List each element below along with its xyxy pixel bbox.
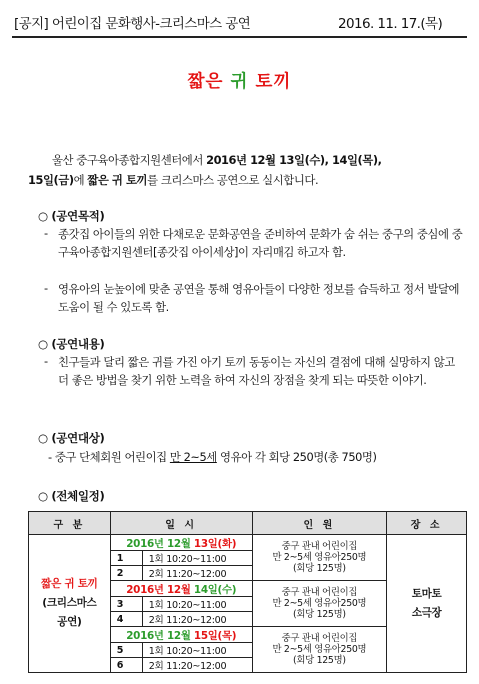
date-day: 14일(수): [193, 584, 237, 596]
title-word-2: 귀: [230, 72, 249, 92]
title-word-3: 토끼: [255, 72, 292, 92]
col-header-venue: 장 소: [387, 512, 467, 535]
people-line: (회당 125명): [293, 655, 346, 666]
target-pre: 중구 단체회원 어린이집: [54, 450, 170, 464]
target-age: 만 2~5세: [169, 450, 217, 464]
program-title-text: 짧은 귀 토끼: [41, 578, 98, 590]
venue-line-1: 토마토: [411, 587, 442, 600]
people-line: 중구 관내 어린이집: [281, 633, 358, 644]
notice-header-label: [공지] 어린이집 문화행사-크리스마스 공연: [14, 16, 251, 32]
col-header-datetime: 일 시: [110, 512, 252, 535]
people-line: 만 2~5세 영유아250명: [272, 598, 367, 609]
schedule-table: [28, 511, 467, 673]
section-target-heading: [38, 430, 104, 446]
people-line: 만 2~5세 영유아250명: [272, 644, 367, 655]
people-line: 만 2~5세 영유아250명: [272, 552, 367, 563]
session-time: 1회 10:20~11:00: [142, 643, 252, 658]
session-number: 1: [110, 551, 142, 566]
session-number: 2: [110, 566, 142, 581]
intro-text-2: 에: [73, 173, 88, 187]
date-cell: [110, 581, 252, 597]
col-header-category: 구 분: [29, 512, 111, 535]
section-purpose-heading: [38, 208, 104, 224]
session-time: 2회 11:20~12:00: [142, 566, 252, 581]
bullet-circle-icon: ○: [38, 431, 48, 445]
target-line: [48, 449, 376, 465]
intro-dates: 2016년 12월 13일(수), 14일(목),: [206, 153, 382, 167]
session-time: 2회 11:20~12:00: [142, 612, 252, 627]
date-prefix: 2016년 12월: [126, 630, 194, 642]
session-number: 6: [110, 658, 142, 673]
bullet-circle-icon: ○: [38, 489, 48, 503]
section-purpose-title: (공연목적): [51, 209, 105, 223]
date-prefix: 2016년 12월: [126, 584, 194, 596]
section-schedule-title: (전체일정): [51, 489, 105, 503]
people-line: (회당 125명): [293, 563, 346, 574]
session-time: 1회 10:20~11:00: [142, 597, 252, 612]
people-cell: [252, 581, 387, 627]
page-title: [0, 68, 479, 93]
program-cell: [29, 535, 111, 673]
target-post: 영유아 각 회당 250명(총 750명): [216, 450, 377, 464]
people-cell: [252, 627, 387, 673]
date-day: 13일(화): [193, 538, 237, 550]
purpose-item-1: 종갓집 아이들의 위한 다채로운 문화공연을 준비하여 문화가 숨 쉬는 중구의 중심에 중구육아종합지원센터[종갓집 아이세상]이 자리매김 하고자 함.: [58, 227, 463, 259]
notice-date: 2016. 11. 17.(목): [338, 16, 443, 32]
bullet-circle-icon: ○: [38, 337, 48, 351]
table-header-row: [29, 512, 467, 535]
section-target-title: (공연대상): [51, 431, 105, 445]
session-number: 5: [110, 643, 142, 658]
intro-text-3: 를 크리스마스 공연으로 실시합니다.: [147, 173, 319, 187]
content-item-1: 친구들과 달리 짧은 귀를 가진 아기 토끼 동동이는 자신의 결점에 대해 실망하지 않고 더 좋은 방법을 찾기 위한 노력을 하여 자신의 장점을 찾게 되는 따뜻한 이야기.: [58, 355, 455, 387]
venue-line-2: 소극장: [411, 606, 442, 619]
dash-icon: -: [44, 354, 49, 368]
date-day: 15일(목): [193, 630, 237, 642]
col-header-people: 인 원: [252, 512, 387, 535]
section-content-heading: [38, 336, 104, 352]
table-row: [29, 535, 467, 551]
dash-icon: -: [44, 281, 49, 295]
session-number: 4: [110, 612, 142, 627]
dash-icon: -: [48, 450, 55, 464]
session-time: 2회 11:20~12:00: [142, 658, 252, 673]
program-title: [29, 575, 110, 594]
purpose-item-2: 영유아의 눈높이에 맞춘 공연을 통해 영유아들이 다양한 정보를 습득하고 정서 발달에 도움이 될 수 있도록 함.: [58, 282, 460, 314]
dash-icon: -: [44, 226, 49, 240]
bullet-circle-icon: ○: [38, 209, 48, 223]
program-sub-2: 공연): [57, 616, 82, 628]
intro-line-1: [52, 152, 382, 168]
people-line: (회당 125명): [293, 609, 346, 620]
date-cell: [110, 535, 252, 551]
date-cell: [110, 627, 252, 643]
people-line: 중구 관내 어린이집: [281, 587, 358, 598]
people-cell: [252, 535, 387, 581]
intro-dates-2: 15일(금): [28, 173, 74, 187]
section-schedule-heading: [38, 488, 104, 504]
venue-cell: [387, 535, 467, 673]
intro-show: 짧은 귀 토끼: [87, 173, 148, 187]
date-prefix: 2016년 12월: [126, 538, 194, 550]
session-time: 1회 10:20~11:00: [142, 551, 252, 566]
title-word-1: 짧은: [187, 72, 224, 92]
intro-line-2: [28, 172, 318, 188]
program-sub-1: (크리스마스: [42, 597, 97, 609]
people-line: 중구 관내 어린이집: [281, 541, 358, 552]
section-content-title: (공연내용): [51, 337, 105, 351]
session-number: 3: [110, 597, 142, 612]
header-rule: [12, 36, 467, 38]
intro-text-1: 울산 중구육아종합지원센터에서: [52, 153, 207, 167]
